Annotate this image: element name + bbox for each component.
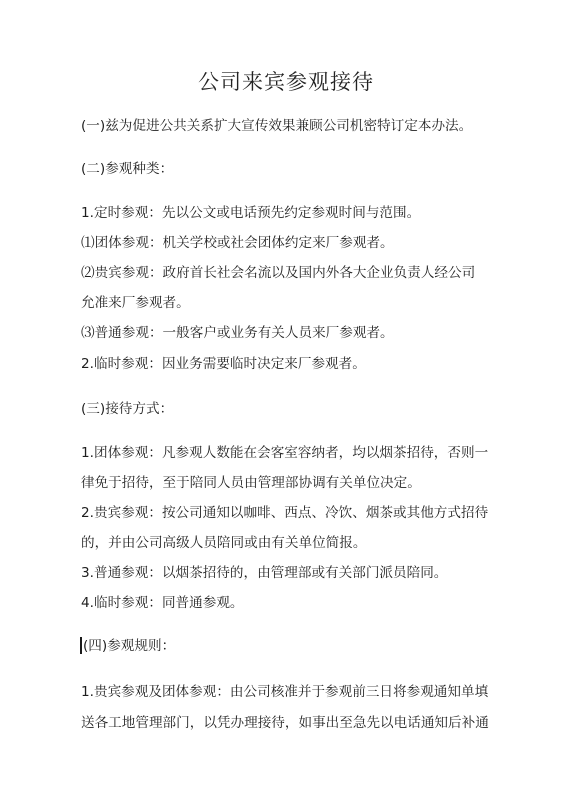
section-heading: (二)参观种类：: [81, 161, 174, 177]
paragraph-line: ⑴团体参观：机关学校或社会团体约定来厂参观者。: [81, 235, 394, 251]
paragraph-line: 3.普通参观：以烟茶招待的，由管理部或有关部门派员陪同。: [81, 565, 448, 581]
paragraph-line: 允准来厂参观者。: [81, 295, 190, 311]
paragraph-line: 2.临时参观：因业务需要临时决定来厂参观者。: [81, 356, 366, 372]
paragraph-line: 4.临时参观：同普通参观。: [81, 595, 244, 611]
paragraph-line: 的，并由公司高级人员陪同或由有关单位简报。: [81, 535, 367, 551]
paragraph-line: (一)兹为促进公共关系扩大宣传效果兼顾公司机密特订定本办法。: [81, 118, 473, 134]
paragraph-line: 律免于招待，至于陪同人员由管理部协调有关单位决定。: [81, 475, 421, 491]
paragraph-line: ⑶普通参观：一般客户或业务有关人员来厂参观者。: [81, 325, 394, 341]
paragraph-line: 1.定时参观：先以公文或电话预先约定参观时间与范围。: [81, 205, 421, 221]
paragraph-line: 1.贵宾参观及团体参观：由公司核准并于参观前三日将参观通知单填: [81, 684, 489, 700]
document-title: 公司来宾参观接待: [198, 70, 374, 94]
paragraph-line: 1.团体参观：凡参观人数能在会客室容纳者，均以烟茶招待，否则一: [81, 445, 489, 461]
section-heading: (四)参观规则：: [83, 638, 176, 654]
text-cursor: [80, 637, 82, 654]
paragraph-line: ⑵贵宾参观：政府首长社会名流以及国内外各大企业负责人经公司: [81, 265, 476, 281]
paragraph-line: 送各工地管理部门，以凭办理接待，如事出至急先以电话通知后补通: [81, 715, 489, 731]
section-heading: (三)接待方式：: [81, 401, 174, 417]
paragraph-line: 2.贵宾参观：按公司通知以咖啡、西点、冷饮、烟茶或其他方式招待: [81, 505, 489, 521]
